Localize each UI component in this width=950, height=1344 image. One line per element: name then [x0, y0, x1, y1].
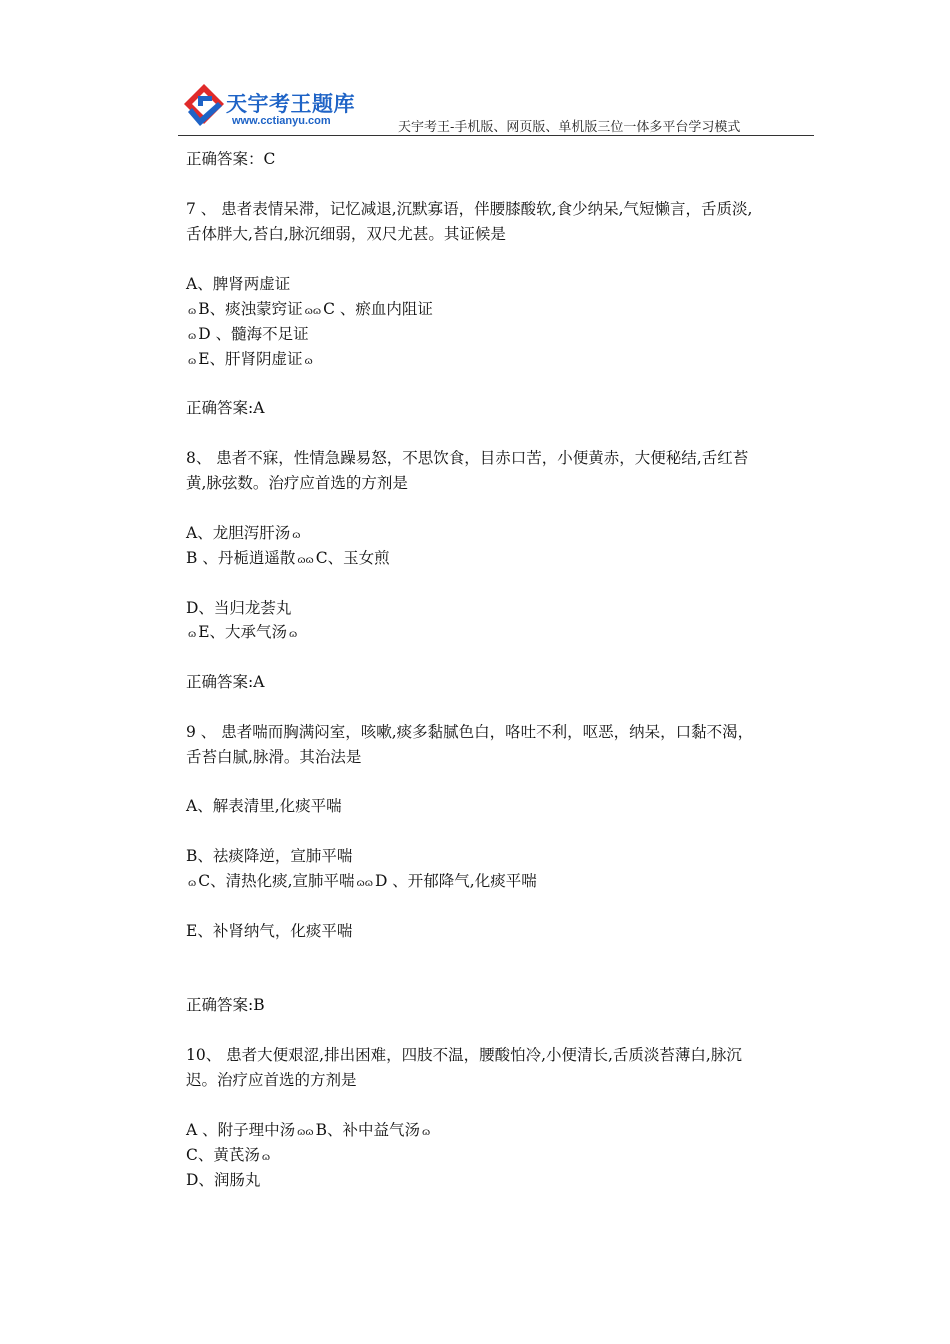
logo-url[interactable]: www.cctianyu.com [232, 115, 331, 127]
q7-option-c: C 、瘀血内阻证 [323, 300, 433, 318]
return-mark-icon: ɷɷ [304, 306, 322, 317]
return-mark-icon: ɷɷ [356, 878, 373, 889]
q7-stem-line1: 7 、 患者表情呆滞，记忆减退,沉默寡语，伴腰膝酸软,食少纳呆,气短懒言，舌质淡, [186, 200, 753, 218]
answer-7: 正确答案:A [186, 399, 265, 417]
q8-stem-line1: 8、 患者不寐，性情急躁易怒，不思饮食，目赤口苦，小便黄赤，大便秘结,舌红苔 [186, 449, 749, 467]
q8-options-bc [186, 548, 390, 571]
q10-stem-line1: 10、 患者大便艰涩,排出困难，四肢不温，腰酸怕冷,小便清长,舌质淡苔薄白,脉沉 [186, 1046, 742, 1064]
q9-stem-line2: 舌苔白腻,脉滑。其治法是 [186, 748, 362, 766]
answer-6: 正确答案：C [186, 150, 276, 168]
q7-stem-line2: 舌体胖大,苔白,脉沉细弱，双尺尤甚。其证候是 [186, 225, 506, 243]
answer-9: 正确答案:B [186, 996, 265, 1014]
return-mark-icon: ɷ [188, 306, 197, 317]
q10-option-d: D、润肠丸 [186, 1171, 261, 1189]
q8-option-c: C、玉女煎 [315, 549, 390, 567]
q10-options-ab [186, 1120, 432, 1143]
q7-option-b: B、痰浊蒙窍证 [198, 300, 303, 318]
q8-stem-line2: 黄,脉弦数。治疗应首选的方剂是 [186, 474, 408, 492]
q9-option-b: B、祛痰降逆，宣肺平喘 [186, 847, 353, 865]
q7-options-bc [186, 299, 433, 322]
q9-option-c: C、清热化痰,宣肺平喘 [198, 872, 355, 890]
q10-option-c: C、黄芪汤 [186, 1146, 260, 1164]
return-mark-icon: ɷ [289, 629, 298, 640]
return-mark-icon: ɷ [304, 356, 313, 367]
return-mark-icon: ɷ [188, 878, 197, 889]
logo-title: 天宇考王题库 [226, 92, 355, 116]
q7-option-e: E、肝肾阴虚证 [198, 350, 303, 368]
q7-option-a: A、脾肾两虚证 [186, 275, 291, 293]
header-tagline: 天宇考王-手机版、网页版、单机版三位一体多平台学习模式 [398, 120, 741, 135]
site-logo[interactable] [182, 82, 382, 132]
return-mark-icon: ɷ [188, 356, 197, 367]
q10-option-b: B、补中益气汤 [315, 1121, 420, 1139]
q7-option-d-line [186, 324, 309, 347]
return-mark-icon: ɷ [292, 530, 301, 541]
q10-stem-line2: 迟。治疗应首选的方剂是 [186, 1071, 357, 1089]
q8-option-d: D、当归龙荟丸 [186, 599, 292, 617]
q8-option-a-line [186, 523, 302, 546]
q8-option-e: E、大承气汤 [198, 623, 288, 641]
return-mark-icon: ɷ [188, 331, 197, 342]
q9-options-cd [186, 871, 537, 894]
page-header [178, 80, 814, 136]
answer-8: 正确答案:A [186, 673, 265, 691]
header-divider [178, 135, 814, 136]
logo-mark-icon [182, 82, 226, 130]
q8-option-b: B 、丹栀逍遥散 [186, 549, 296, 567]
return-mark-icon: ɷ [261, 1152, 271, 1163]
q9-option-a: A、解表清里,化痰平喘 [186, 797, 342, 815]
return-mark-icon: ɷ [421, 1127, 431, 1138]
return-mark-icon: ɷ [188, 629, 197, 640]
q7-option-d: D 、髓海不足证 [198, 325, 309, 343]
q7-option-e-line [186, 349, 315, 372]
q9-option-e: E、补肾纳气，化痰平喘 [186, 922, 353, 940]
q10-option-a: A 、附子理中汤 [186, 1121, 296, 1139]
q9-stem-line1: 9 、 患者喘而胸满闷室，咳嗽,痰多黏腻色白，咯吐不利，呕恶，纳呆，口黏不渴， [186, 723, 754, 741]
q9-option-d: D 、开郁降气,化痰平喘 [374, 872, 537, 890]
q8-option-a: A、龙胆泻肝汤 [186, 524, 291, 542]
q10-option-c-line [186, 1145, 272, 1168]
q8-option-e-line [186, 622, 299, 645]
return-mark-icon: ɷɷ [297, 555, 314, 566]
return-mark-icon: ɷɷ [297, 1127, 314, 1138]
